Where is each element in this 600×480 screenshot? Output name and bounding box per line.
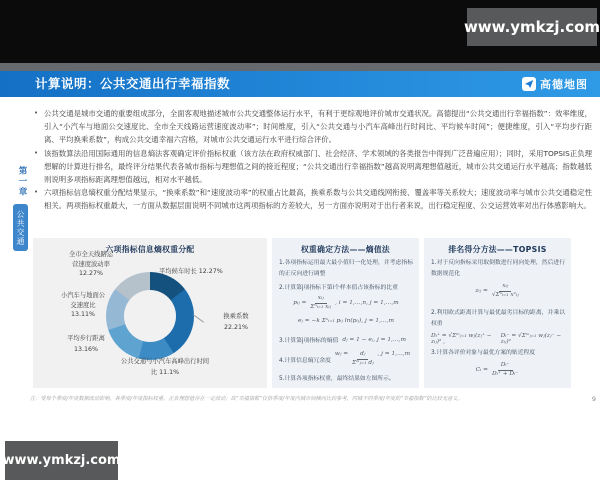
topsis-panel-title: 排名得分方法——TOPSIS <box>448 245 547 254</box>
body-text <box>33 107 592 213</box>
page-title: 计算说明：公共交通出行幸福指数 <box>35 76 231 91</box>
bullet-marker: • <box>34 188 39 197</box>
formula-d: dⱼ = 1 − eⱼ, j = 1,…,m <box>342 336 406 343</box>
brand-name: 高德地图 <box>540 78 588 91</box>
sidebar-chapter-label: 第一章 <box>17 166 27 198</box>
bullet-text-1: 公共交通是城市交通的重要组成部分，全面客观地描述城市公共交通整体运行水平，有利于更综观地评价城市交通状况。高德提出“公共交通出行幸福指数”：效率维度，引入“小汽车与地面公交速度比、全市全天线路运营速度波动率”；时间维度，引入“公共交通与小汽车高峰出行时间比、平均候车时间”；便捷维度，引入“平均步行距离、平均换乘系数”，构成公共交通幸福六宫格，对城市公共交通运行水平进行综合评价。 <box>44 109 592 145</box>
watermark-bottom-text: www.ymkzj.com <box>2 453 121 468</box>
formula-p: pᵢⱼ = $\frac{\text{xᵢⱼ}}{\text{Σⁿᵢ₌₁ xᵢⱼ}}$ , i = 1,…,n, j = 1,…,m <box>293 295 399 310</box>
formula-w: wⱼ = $\frac{\text{dⱼ}}{\text{Σᵐⱼ₌₁ dⱼ}}$ , j = 1,…,m <box>334 351 411 366</box>
footnote: 注：受每个季度/年度数据波动影响，各季度/年度指标权重、正负理想值存在一定波动；故“幸福指数”仅供季度/年度内城市间横向比较参考，同城不同季度/年度的“幸福指数”的比较无意义。 <box>30 396 463 402</box>
entropy-step-1: 1.各项指标运用最大最小值归一化处理，并考虑指标的正反向进行调整 <box>279 260 413 277</box>
topsis-step-2: 2.利用欧式距离计算与最优最劣目标的距离，并乘以权重 <box>431 310 565 327</box>
formula-e: eⱼ = −k Σⁿᵢ₌₁ pᵢⱼ ln(pᵢⱼ), j = 1,…,m <box>297 318 395 324</box>
donut-label-speed-ratio: 小汽车与地面公 交速度比 13.11% <box>60 292 106 319</box>
topsis-step-3: 3.计算各评价对象与最优方案的贴近程度 <box>431 350 536 356</box>
bullet-paragraph <box>33 147 592 187</box>
entropy-step-2: 2.计算第j项指标下第i个样本值占该指标的比重 <box>279 285 398 291</box>
fraction: $\frac{\text{Dᵢ⁻}}{\text{Dᵢ⁺ + Dᵢ⁻}}$ <box>492 362 519 377</box>
brand-logo <box>522 71 588 97</box>
slide-top-strip <box>0 63 600 71</box>
formula-c: Cᵢ = $\frac{\text{Dᵢ⁻}}{\text{Dᵢ⁺ + Dᵢ⁻}}$ <box>475 362 519 377</box>
fraction: $\frac{\text{xᵢⱼ}}{\text{√Σⁿᵢ₌₁ x²ᵢⱼ}}$ <box>491 283 519 298</box>
watermark-top <box>463 8 600 46</box>
fraction: $\frac{\text{dⱼ}}{\text{Σᵐⱼ₌₁ dⱼ}}$ <box>351 351 374 366</box>
donut-label-waiting-time: 平均候车时长 12.27% <box>159 268 223 275</box>
paper-plane-glyph <box>524 79 534 89</box>
bullet-text-3: 六项指标信息熵权重分配结果显示，“换乘系数”和“速度波动率”的权重占比最高，换乘系数与公共交通线网衔接、覆盖率等关系较大；速度波动率与城市公共交通稳定性相关。两项指标权重最大，一方面从数据层面说明不同城市这两项指标的方差较大，另一方面亦说明对于出行者来说，出行稳定程度、公交运营效率对出行体感影响大。 <box>44 188 592 211</box>
page-number: 9 <box>591 395 596 403</box>
entropy-panel-title: 权重确定方法——熵值法 <box>300 245 391 254</box>
bullet-paragraph <box>33 186 592 212</box>
report-slide <box>0 63 600 440</box>
formula-distances: Dᵢ⁺ = √Σᵐⱼ₌₁ wⱼ(zⱼ⁺ − zᵢⱼ)² , Dᵢ⁻ = √Σᵐⱼ₌₁ wⱼ(zⱼ⁻ − zᵢⱼ)² <box>431 333 562 345</box>
bullet-marker: • <box>34 109 39 117</box>
entropy-weight-chart-panel <box>33 238 267 388</box>
bullet-text-2: 该指数算法沿用国际通用的信息熵法客观确定评价指标权重（该方法在政府权威部门、社会经济、学术领域的各类报告中得到广泛普遍应用）；同时，采用TOPSIS正负理想解的计算进行排名，最终评分结果代表各城市指标与理想值之间的接近程度；“公共交通出行幸福指数”越高说明离理想值越近，城市公共交通运行水平越高；指数越低则说明多项指标距离理想值越远，相对水平越低。 <box>44 148 592 185</box>
donut-label-transfer-coefficient: 换乘系数 22.21% <box>223 313 249 331</box>
entropy-step-3-row: 3.计算第j项指标的熵值 dⱼ = 1 − eⱼ, j = 1,…,m <box>279 336 406 344</box>
entropy-step-4-row: 4.计算信息熵冗余度 wⱼ = $\frac{\text{dⱼ}}{\text{Σᵐⱼ₌₁ dⱼ}}$ , j = 1,…,m <box>279 351 411 366</box>
watermark-top-text: www.ymkzj.com <box>463 18 600 36</box>
formula-z: zᵢⱼ = $\frac{\text{xᵢⱼ}}{\text{√Σⁿᵢ₌₁ x²ᵢⱼ}}$ <box>475 283 519 298</box>
entropy-step-5: 5.计算各项指标权重，最终结果如左图所示。 <box>279 376 395 382</box>
amap-logo-icon <box>522 77 536 91</box>
entropy-method-panel <box>272 238 419 388</box>
topsis-method-panel <box>424 238 571 388</box>
topsis-step-1: 1.对于反向指标采用取倒数进行同向处理，然后进行数据规范化 <box>431 260 565 277</box>
donut-hole <box>124 290 176 342</box>
donut-label-walking-distance: 平均步行距离 13.16% <box>67 335 105 353</box>
donut-label-speed-fluctuation: 全市全天线路运 营速度波动率 12.27% <box>68 251 114 278</box>
watermark-bottom <box>2 441 121 480</box>
bullet-marker: • <box>34 148 39 157</box>
sidebar-section-badge: 公共交通 <box>13 204 28 251</box>
chart-title: 六项指标信息熵权重分配 <box>105 245 195 254</box>
fraction: $\frac{\text{xᵢⱼ}}{\text{Σⁿᵢ₌₁ xᵢⱼ}}$ <box>310 295 332 310</box>
bullet-paragraph <box>33 107 592 147</box>
slide-header-bar <box>0 71 600 97</box>
donut-label-peak-time-ratio: 公共交通与小汽车高峰出行时间 比 11.1% <box>120 358 210 376</box>
